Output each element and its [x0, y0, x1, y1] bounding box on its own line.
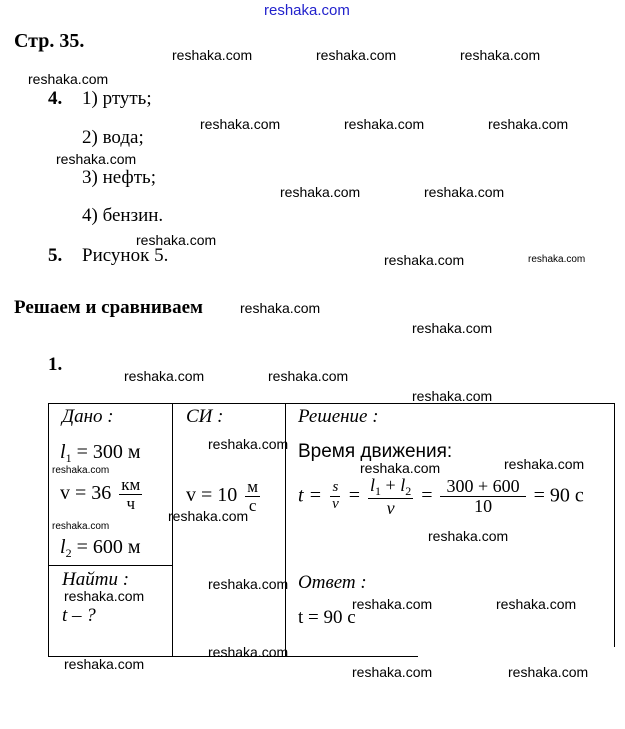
watermark[interactable]: reshaka.com — [316, 47, 397, 63]
table-right-border — [614, 403, 615, 647]
given-l1 — [60, 441, 141, 466]
top-watermark[interactable]: reshaka.com — [264, 2, 350, 19]
watermark[interactable]: reshaka.com — [344, 116, 425, 132]
watermark[interactable]: reshaka.com — [504, 456, 585, 472]
v-given-unit-num: км — [121, 475, 141, 494]
watermark[interactable]: reshaka.com — [528, 254, 586, 265]
v-given-left: v = 36 — [60, 481, 112, 504]
watermark[interactable]: reshaka.com — [428, 528, 509, 544]
formula-f1-den: v — [332, 496, 339, 513]
watermark[interactable]: reshaka.com — [52, 465, 110, 476]
watermark[interactable]: reshaka.com — [124, 368, 205, 384]
watermark[interactable]: reshaka.com — [64, 588, 145, 604]
watermark[interactable]: reshaka.com — [360, 460, 441, 476]
given-header: Дано : — [62, 406, 114, 427]
watermark[interactable]: reshaka.com — [488, 116, 569, 132]
answer-header: Ответ : — [298, 572, 367, 593]
task1-number: 1. — [48, 354, 63, 375]
given-v — [60, 476, 145, 513]
formula-f2-den: v — [386, 497, 395, 518]
formula-f1-num: s — [332, 479, 339, 496]
task4-number: 4. — [48, 88, 63, 109]
formula-fraction-s-v — [330, 480, 341, 513]
formula-f2-sub1: 1 — [375, 484, 382, 498]
section-title: Решаем и сравниваем — [14, 297, 203, 318]
watermark[interactable]: reshaka.com — [208, 576, 289, 592]
watermark[interactable]: reshaka.com — [496, 596, 577, 612]
watermark[interactable]: reshaka.com — [208, 644, 289, 660]
watermark[interactable]: reshaka.com — [352, 664, 433, 680]
formula-result: = 90 с — [533, 484, 584, 507]
task4-item-1: 1) ртуть; — [82, 88, 152, 109]
si-header: СИ : — [186, 406, 224, 427]
formula-f2-plus: + — [381, 475, 401, 495]
table-given-find-divider — [48, 565, 172, 566]
watermark[interactable]: reshaka.com — [412, 388, 493, 404]
table-divider-1 — [172, 403, 173, 657]
v-given-unit — [119, 476, 142, 513]
task5-text: Рисунок 5. — [82, 245, 169, 266]
l1-symbol: l — [60, 441, 66, 463]
watermark[interactable]: reshaka.com — [200, 116, 281, 132]
watermark[interactable]: reshaka.com — [460, 47, 541, 63]
given-l2 — [60, 536, 141, 561]
l2-symbol: l — [60, 536, 66, 558]
formula-t: t = — [298, 484, 323, 507]
find-value: t – ? — [62, 605, 96, 626]
si-left: v = 10 — [186, 483, 238, 506]
watermark[interactable]: reshaka.com — [240, 300, 321, 316]
formula-eq-2: = — [421, 484, 433, 507]
formula-f2-l2: l — [400, 475, 406, 495]
watermark[interactable]: reshaka.com — [28, 71, 109, 87]
formula-f3-den: 10 — [474, 496, 493, 517]
l2-value: = 600 м — [76, 536, 141, 558]
watermark[interactable]: reshaka.com — [52, 521, 110, 532]
si-unit-num: м — [247, 477, 259, 496]
l2-subscript: 2 — [65, 546, 72, 560]
formula-fraction-l-v — [368, 476, 413, 517]
watermark[interactable]: reshaka.com — [412, 320, 493, 336]
v-given-unit-den: ч — [126, 493, 136, 513]
watermark[interactable]: reshaka.com — [208, 436, 289, 452]
watermark[interactable]: reshaka.com — [172, 47, 253, 63]
solution-text: Время движения: — [298, 441, 453, 462]
watermark[interactable]: reshaka.com — [268, 368, 349, 384]
watermark[interactable]: reshaka.com — [168, 508, 249, 524]
watermark[interactable]: reshaka.com — [64, 656, 145, 672]
task4-item-2: 2) вода; — [82, 127, 144, 148]
watermark[interactable]: reshaka.com — [424, 184, 505, 200]
formula-f3-num: 300 + 600 — [440, 477, 525, 497]
watermark[interactable]: reshaka.com — [56, 151, 137, 167]
task4-item-4: 4) бензин. — [82, 205, 164, 226]
find-header: Найти : — [62, 569, 130, 590]
table-top-border — [48, 403, 615, 404]
watermark[interactable]: reshaka.com — [508, 664, 589, 680]
formula-eq-1: = — [348, 484, 361, 507]
table-left-border — [48, 403, 49, 657]
l1-subscript: 1 — [65, 451, 72, 465]
watermark[interactable]: reshaka.com — [136, 232, 217, 248]
formula-f2-l1: l — [370, 475, 376, 495]
si-unit-den: с — [248, 495, 257, 515]
solution-formula — [298, 476, 584, 517]
watermark[interactable]: reshaka.com — [384, 252, 465, 268]
solution-header: Решение : — [298, 406, 379, 427]
task5-number: 5. — [48, 245, 63, 266]
formula-f2-num — [368, 476, 413, 499]
watermark[interactable]: reshaka.com — [280, 184, 361, 200]
answer-value: t = 90 с — [298, 607, 356, 628]
page-header: Стр. 35. — [14, 30, 85, 52]
l1-value: = 300 м — [76, 441, 141, 463]
watermark[interactable]: reshaka.com — [352, 596, 433, 612]
task4-item-3: 3) нефть; — [82, 167, 156, 188]
formula-fraction-numeric — [440, 477, 525, 516]
formula-f2-sub2: 2 — [405, 484, 412, 498]
